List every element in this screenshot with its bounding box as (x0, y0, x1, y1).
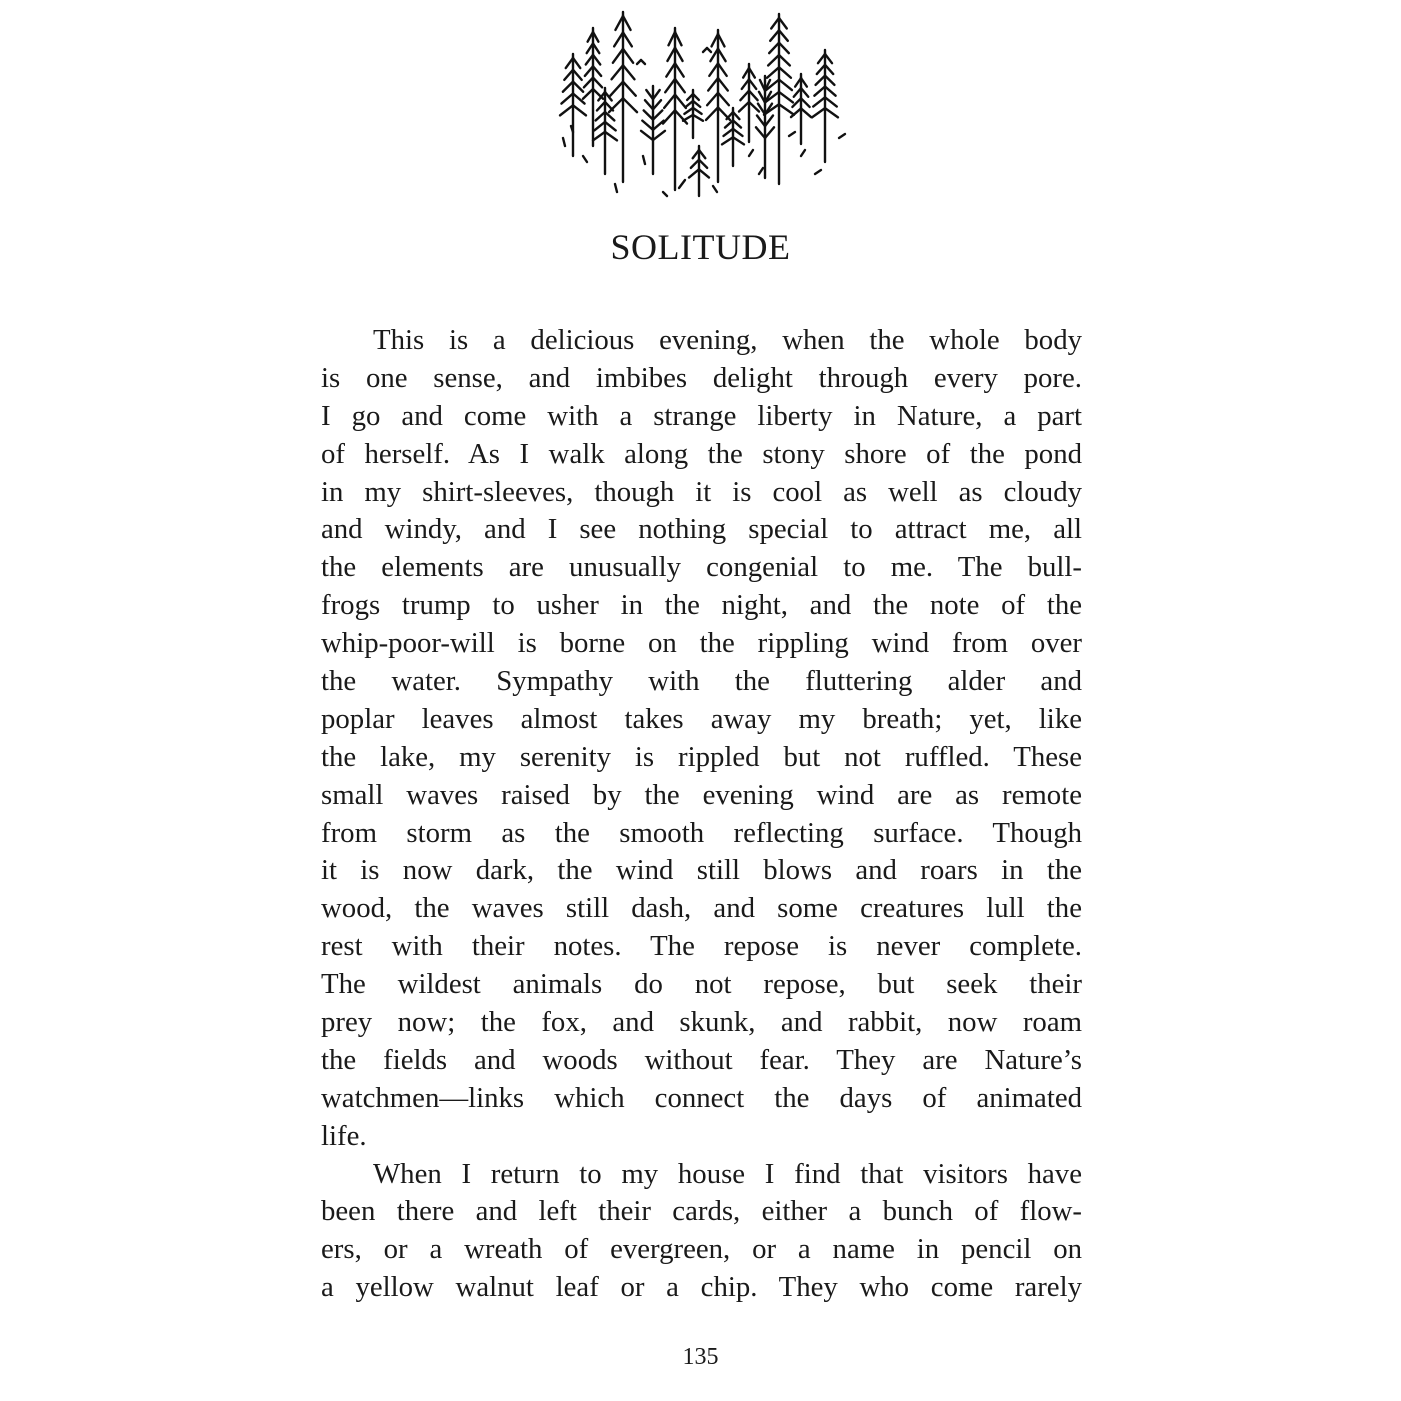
pine-forest-icon (553, 6, 849, 198)
chapter-title: SOLITUDE (610, 227, 791, 267)
text-line: in my shirt-sleeves, though it is cool as well as cloudy (321, 475, 1082, 508)
body-text (321, 322, 1082, 1307)
text-line: frogs trump to usher in the night, and the note of the (321, 589, 1082, 622)
text-line: it is now dark, the wind still blows and roars in the (321, 854, 1082, 887)
text-line: been there and left their cards, either a bunch of flow- (321, 1195, 1082, 1228)
text-line: The wildest animals do not repose, but seek their (321, 968, 1082, 1001)
text-line: the lake, my serenity is rippled but not ruffled. These (321, 740, 1082, 773)
text-line: I go and come with a strange liberty in Nature, a part (321, 399, 1082, 432)
text-line: wood, the waves still dash, and some creatures lull the (321, 892, 1082, 925)
text-line: from storm as the smooth reflecting surface. Though (321, 816, 1082, 849)
text-line: the elements are unusually congenial to me. The bull- (321, 551, 1082, 584)
paragraph-1 (321, 322, 1082, 1156)
text-line: ers, or a wreath of evergreen, or a name in pencil on (321, 1233, 1082, 1266)
page-number: 135 (682, 1344, 719, 1370)
text-line: watchmen—links which connect the days of animated (321, 1081, 1082, 1114)
text-line: small waves raised by the evening wind are as remote (321, 778, 1082, 811)
text-line: When I return to my house I find that visitors have (373, 1157, 1082, 1190)
text-line: a yellow walnut leaf or a chip. They who come rarely (321, 1271, 1082, 1304)
text-line: of herself. As I walk along the stony shore of the pond (321, 437, 1082, 470)
text-line: is one sense, and imbibes delight through every pore. (321, 361, 1082, 394)
text-line: the water. Sympathy with the fluttering alder and (321, 665, 1082, 698)
text-line: and windy, and I see nothing special to attract me, all (321, 513, 1082, 546)
text-line: whip-poor-will is borne on the rippling wind from over (321, 627, 1082, 660)
paragraph-2 (321, 1156, 1082, 1308)
text-line: rest with their notes. The repose is never complete. (321, 930, 1082, 963)
text-line: This is a delicious evening, when the whole body (373, 324, 1082, 356)
text-line: life. (321, 1119, 367, 1152)
text-line: prey now; the fox, and skunk, and rabbit, now roam (321, 1006, 1082, 1039)
text-line: poplar leaves almost takes away my breath; yet, like (321, 702, 1082, 735)
text-line: the fields and woods without fear. They are Nature’s (321, 1043, 1082, 1076)
